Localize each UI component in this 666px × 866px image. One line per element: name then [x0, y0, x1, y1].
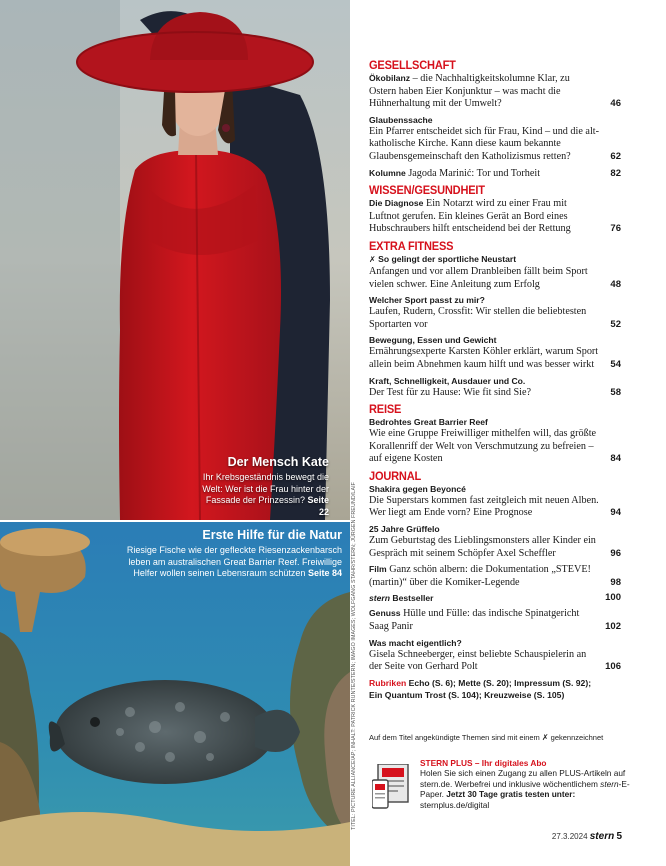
entry-title: Die Diagnose: [369, 198, 424, 209]
stern-plus-text2: -E-Paper.: [420, 778, 630, 800]
toc-entry[interactable]: [369, 592, 621, 604]
rubriken-label: Rubriken: [369, 677, 407, 688]
rubriken-line2: Ein Quantum Trost (S. 104); Kreuzweise (S. 105): [369, 689, 565, 700]
entry-title: Genuss: [369, 608, 401, 619]
section-journal: JOURNAL: [369, 468, 422, 483]
toc-entry[interactable]: [369, 523, 621, 560]
entry-text: Anfangen und vor allem Dranbleiben fällt beim Sport vielen schwer. Eine Anleitung zum Erfolg: [369, 265, 588, 290]
entry-title: Ökobilanz: [369, 73, 411, 83]
entry-text: Die Superstars kommen fast zeitgleich mit neuen Alben. Wer liegt am Ende vorn? Eine Prognose: [369, 494, 599, 519]
toc-entry[interactable]: [369, 197, 621, 236]
stern-plus-url[interactable]: sternplus.de/digital: [420, 799, 490, 810]
section-reise: REISE: [369, 402, 402, 417]
stern-plus-offer: Jetzt 30 Tage gratis testen unter:: [446, 789, 576, 800]
page-number: 54: [610, 358, 621, 370]
page-number: 94: [610, 507, 621, 519]
entry-title: Kraft, Schnelligkeit, Ausdauer und Co.: [369, 375, 526, 386]
photo-credit: TITEL: PICTURE ALLIANCE/AP; INHALT: PATRICK RUNTE/STERN; IMAGO IMAGES; WOLFGANG STAHR/STERN; JÜRGEN FREUND/LAIF: [351, 482, 357, 830]
entry-title: Kolumne: [369, 167, 406, 178]
page-number: 102: [605, 621, 621, 633]
entry-text: Gisela Schneeberger, einst beliebte Schauspielerin an der Seite von Gerhard Polt: [369, 648, 587, 673]
page-number: 84: [610, 453, 621, 465]
toc-entry[interactable]: [369, 253, 621, 291]
entry-text: Laufen, Rudern, Crossfit: Wir stellen die beliebtesten Sportarten vor: [369, 306, 587, 330]
kate-caption: [198, 455, 338, 518]
stern-plus-italic: stern: [600, 778, 619, 789]
entry-title: Film: [369, 564, 387, 575]
kate-caption-page: Seite 22: [307, 495, 329, 517]
entry-text: Ernährungsexperte Karsten Köhler erklärt, warum Sport allein beim Abnehmen kaum hilft und was besser wirkt: [369, 346, 599, 370]
stern-plus-text: [420, 758, 640, 810]
nature-caption: [120, 528, 342, 580]
entry-text: Jagoda Marinić: Tor und Torheit: [405, 167, 541, 179]
page-number: 46: [610, 98, 621, 110]
nature-caption-text: [120, 545, 342, 580]
toc-entry[interactable]: [369, 607, 621, 633]
toc-entry[interactable]: [369, 563, 621, 589]
section-wissen: WISSEN/GESUNDHEIT: [369, 183, 485, 198]
footnote-text-after: gekennzeichnet: [548, 733, 604, 742]
entry-title: Shakira gegen Beyoncé: [369, 483, 466, 494]
nature-caption-body: Riesige Fische wie der gefleckte Riesenzackenbarsch leben am australischen Great Barrier Reef. Freiwillige Helfer wollen seinen Lebensraum schützen: [126, 545, 342, 578]
entry-title: Welcher Sport passt zu mir?: [369, 295, 485, 306]
kate-caption-title: Der Mensch Kate: [227, 455, 329, 469]
toc-entry[interactable]: [369, 294, 621, 331]
toc-entry[interactable]: [369, 72, 621, 111]
entry-text: Ein Notarzt wird zu einer Frau mit Luftnot gerufen. Ein kleines Gerät an Bord eines Hubschraubers hilft entscheidend bei der Rettung: [369, 198, 571, 235]
cover-topic-icon: ✗: [541, 733, 549, 742]
page-number: 100: [605, 591, 621, 603]
entry-text: Der Test für zu Hause: Wie fit sind Sie?: [369, 386, 532, 398]
rubriken: [369, 677, 621, 701]
entry-text: Wie eine Gruppe Freiwilliger mithelfen will, das größte Korallenriff der Welt von Verschmutzung zu befreien – auf eigene Kosten: [369, 428, 597, 465]
stern-plus-devices-icon: [372, 764, 410, 810]
entry-text: Hülle und Fülle: das indische Spinatgericht Saag Panir: [369, 608, 580, 633]
table-of-contents: [369, 56, 621, 701]
page-number: 106: [605, 661, 621, 673]
page-number: 58: [610, 386, 621, 398]
entry-text: Ganz schön albern: die Dokumentation „STEVE! (martin)“ über die Komiker-Legende: [369, 564, 591, 588]
cover-topic-icon: ✗: [369, 254, 376, 264]
entry-title: Glaubenssache: [369, 114, 433, 125]
toc-entry[interactable]: [369, 375, 621, 400]
page-number: 82: [610, 167, 621, 179]
page-number: 52: [610, 318, 621, 330]
nature-caption-title: Erste Hilfe für die Natur: [202, 528, 342, 542]
toc-entry[interactable]: [369, 114, 621, 164]
magazine-name: stern: [589, 831, 615, 842]
entry-title-italic: stern: [369, 593, 391, 604]
stern-plus-ad[interactable]: [372, 758, 632, 818]
toc-entry[interactable]: [369, 167, 621, 181]
entry-text: Ein Pfarrer entscheidet sich für Frau, Kind – und die alt-katholische Kirche. Kann diese kaum bekannte Glaubensgemeinschaft den Katholizismus retten?: [369, 125, 599, 162]
section-gesellschaft: GESELLSCHAFT: [369, 58, 456, 72]
kate-caption-body: Ihr Krebsgeständnis bewegt die Welt: Wer ist die Frau hinter der Fassade der Prinzessin?: [202, 472, 329, 505]
entry-text: Zum Geburtstag des Lieblingsmonsters aller Kinder ein Gespräch mit seinem Schöpfer Axel Scheffler: [369, 535, 596, 559]
issue-date: 27.3.2024: [551, 832, 588, 841]
nature-caption-page: Seite 84: [307, 568, 342, 578]
entry-title: Was macht eigentlich?: [369, 637, 462, 648]
entry-title: Bestseller: [390, 593, 434, 604]
rubriken-line1: Echo (S. 6); Mette (S. 20); Impressum (S. 92);: [406, 677, 592, 688]
entry-title: Bedrohtes Great Barrier Reef: [369, 417, 488, 428]
entry-title: So gelingt der sportliche Neustart: [378, 253, 517, 264]
entry-title: 25 Jahre Grüffelo: [369, 524, 440, 535]
cover-photo-kate: [0, 0, 350, 520]
footnote-text-before: Auf dem Titel angekündigte Themen sind mit einem: [369, 733, 542, 742]
page-number: 76: [610, 223, 621, 235]
toc-entry[interactable]: [369, 334, 621, 371]
page-number: 48: [610, 278, 621, 290]
kate-caption-text: [198, 472, 329, 518]
page-number-folio: 5: [616, 831, 622, 842]
stern-plus-headline: STERN PLUS – Ihr digitales Abo: [420, 758, 547, 768]
section-fitness: EXTRA FITNESS: [369, 238, 454, 253]
entry-text: – die Nachhaltigkeitskolumne Klar, zu Ostern haben Eier Konjunktur – was macht die Hühnerhaltung mit der Umwelt?: [369, 73, 570, 110]
page-number: 96: [610, 547, 621, 559]
page-number: 62: [610, 150, 621, 162]
entry-title: Bewegung, Essen und Gewicht: [369, 335, 497, 346]
page-folio: [552, 831, 622, 842]
cover-topics-note: [369, 733, 629, 742]
stern-plus-text1: Holen Sie sich einen Zugang zu allen PLUS-Artikeln auf stern.de. Werbefrei und inklusive wöchentlichem: [420, 768, 626, 789]
toc-entry[interactable]: [369, 416, 621, 466]
toc-entry[interactable]: [369, 483, 621, 520]
toc-entry[interactable]: [369, 637, 621, 674]
page-number: 98: [610, 576, 621, 588]
portrait-illustration: [0, 0, 350, 520]
